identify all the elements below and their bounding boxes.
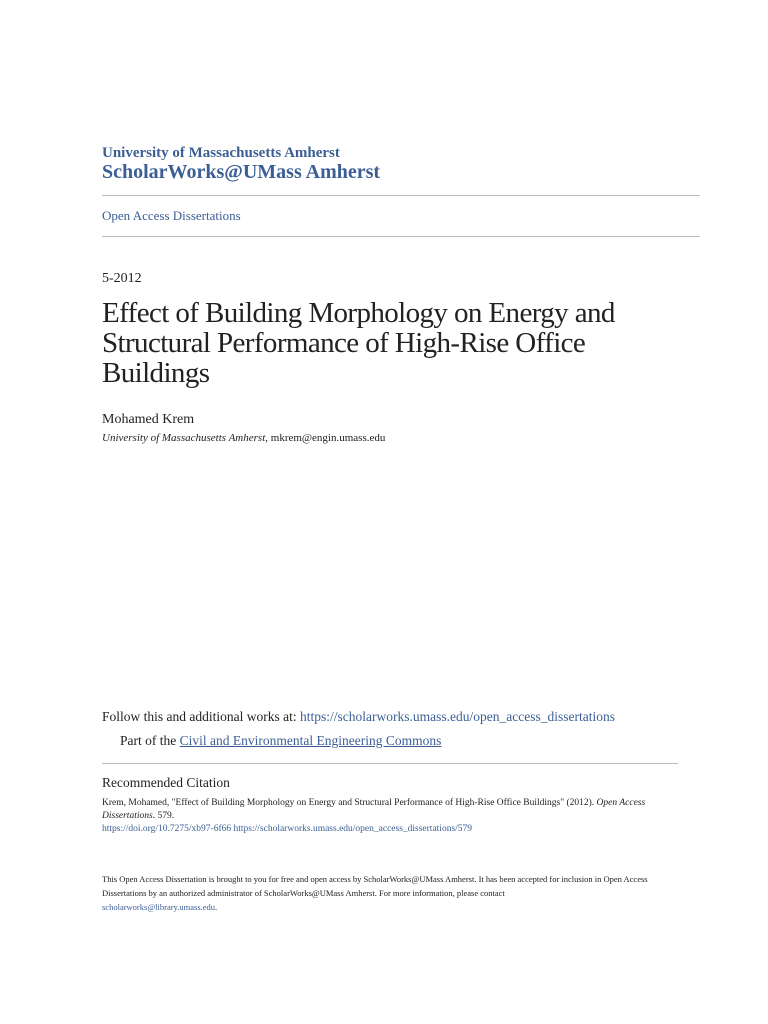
citation-text: Krem, Mohamed, "Effect of Building Morphology on Energy and Structural Performance of High-Rise Office Buildings" (2012). [102, 798, 597, 808]
footer-text: This Open Access Dissertation is brought to you for free and open access by ScholarWorks@UMass Amherst. It has been accepted for inclusion in Open Access Dissertations by an authorized administrator of ScholarWorks@UMass Amherst. For more information, please contact [102, 874, 648, 898]
author-name: Mohamed Krem [102, 412, 195, 427]
citation-journal: Open Access Dissertations [102, 798, 646, 821]
citation-number: . 579. [152, 811, 175, 821]
author-email: mkrem@engin.umass.edu [270, 432, 386, 444]
affiliation-separator: , [265, 432, 271, 444]
author-affiliation: University of Massachusetts Amherst [102, 432, 266, 444]
follow-line [102, 709, 615, 725]
footer-notice [102, 872, 672, 914]
part-of-line [120, 733, 441, 749]
follow-url-link[interactable]: https://scholarworks.umass.edu/open_access_dissertations [300, 709, 615, 724]
header-divider [102, 195, 700, 196]
citation-url-link[interactable]: https://scholarworks.umass.edu/open_access_dissertations/579 [233, 824, 473, 834]
part-of-label: Part of the [120, 733, 180, 748]
publication-date: 5-2012 [102, 271, 142, 286]
citation-heading: Recommended Citation [102, 775, 230, 790]
footer-end: . [215, 902, 218, 912]
author-affiliation-line [102, 432, 385, 444]
document-title: Effect of Building Morphology on Energy and Structural Performance of High-Rise Office Buildings [102, 297, 615, 389]
citation-divider [102, 763, 678, 764]
collection-divider [102, 236, 700, 237]
contact-email-link[interactable]: scholarworks@library.umass.edu [102, 902, 216, 912]
follow-label: Follow this and additional works at: [102, 709, 300, 724]
collection-link[interactable]: Open Access Dissertations [102, 208, 241, 223]
doi-link[interactable]: https://doi.org/10.7275/xb97-6f66 [102, 824, 232, 834]
citation-body [102, 797, 672, 836]
repository-link[interactable]: ScholarWorks@UMass Amherst [102, 161, 381, 183]
institution-name: University of Massachusetts Amherst [102, 145, 340, 161]
commons-link[interactable]: Civil and Environmental Engineering Commons [179, 733, 442, 748]
